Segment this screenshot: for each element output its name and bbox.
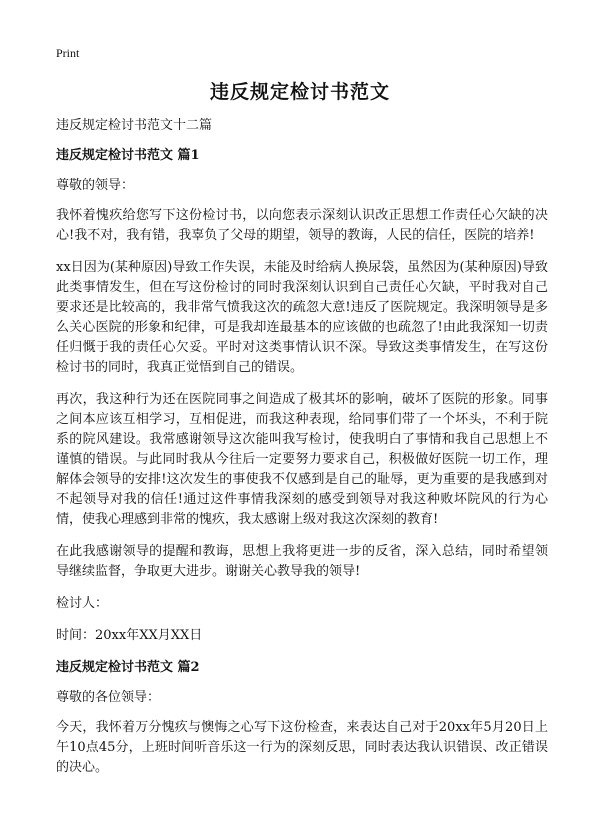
print-link[interactable]: Print [56,46,80,60]
signer-label: 检讨人： [56,596,109,611]
section-heading-2: 违反规定检讨书范文 篇2 [56,660,200,675]
page-title: 违反规定检讨书范文 [209,81,390,103]
document-subtitle: 违反规定检讨书范文十二篇 [56,118,213,133]
paragraph: 我怀着愧疚给您写下这份检讨书，以向您表示深刻认识改正思想工作责任心欠缺的决心!我不对，我有错，我辜负了父母的期望，领导的教诲，人民的信任，医院的培养! [56,208,548,243]
paragraph: 再次，我这种行为还在医院同事之间造成了极其坏的影响，破坏了医院的形象。同事之间本应该互相学习，互相促进，而我这种表现，给同事们带了一个坏头，不利于院系的院风建设。我常感谢领导这次能叫我写检讨，使我明白了事情和我自己思想上不谨慎的错误。与此同时我从今往后一定要努力要求自己，积极做好医院一切工作，理解体会领导的安排!这次发生的事使我不仅感到是自己的耻辱，更为重要的是我感到对不起领导对我的信任!通过这件事情我深刻的感受到领导对我这种败坏院风的行为心情，使我心理感到非常的愧疚，我太感谢上级对我这次深刻的教育! [56,392,548,527]
salutation-1: 尊敬的领导： [56,178,135,193]
document-body [56,116,548,790]
salutation-2: 尊敬的各位领导： [56,690,161,705]
section-heading-1: 违反规定检讨书范文 篇1 [56,148,200,163]
paragraph: 今天，我怀着万分愧疚与懊悔之心写下这份检查，来表达自己对于20xx年5月20日上午10点45分，上班时间听音乐这一行为的深刻反思，同时表达我认识错误、改正错误的决心。 [56,720,548,775]
date-line: 时间：20xx年XX月XX日 [56,628,203,643]
paragraph: xx日因为(某种原因)导致工作失误，未能及时给病人换尿袋，虽然因为(某种原因)导致此类事情发生，但在写这份检讨的同时我深刻认识到自己责任心欠缺，平时我对自己要求还是比较高的，我非常气愤我这次的疏忽大意!违反了医院规定。我深明领导是多么关心医院的形象和纪律，可是我却连最基本的应该做的也疏忽了!由此我深知一切责任归慨于我的责任心欠妥。平时对这类事情认识不深。导致这类事情发生，在写这份检讨书的同时，我真正觉悟到自己的错误。 [56,260,548,375]
paragraph: 在此我感谢领导的提醒和教诲，思想上我将更进一步的反省，深入总结，同时希望领导继续监督，争取更大进步。谢谢关心教导我的领导! [56,544,548,579]
